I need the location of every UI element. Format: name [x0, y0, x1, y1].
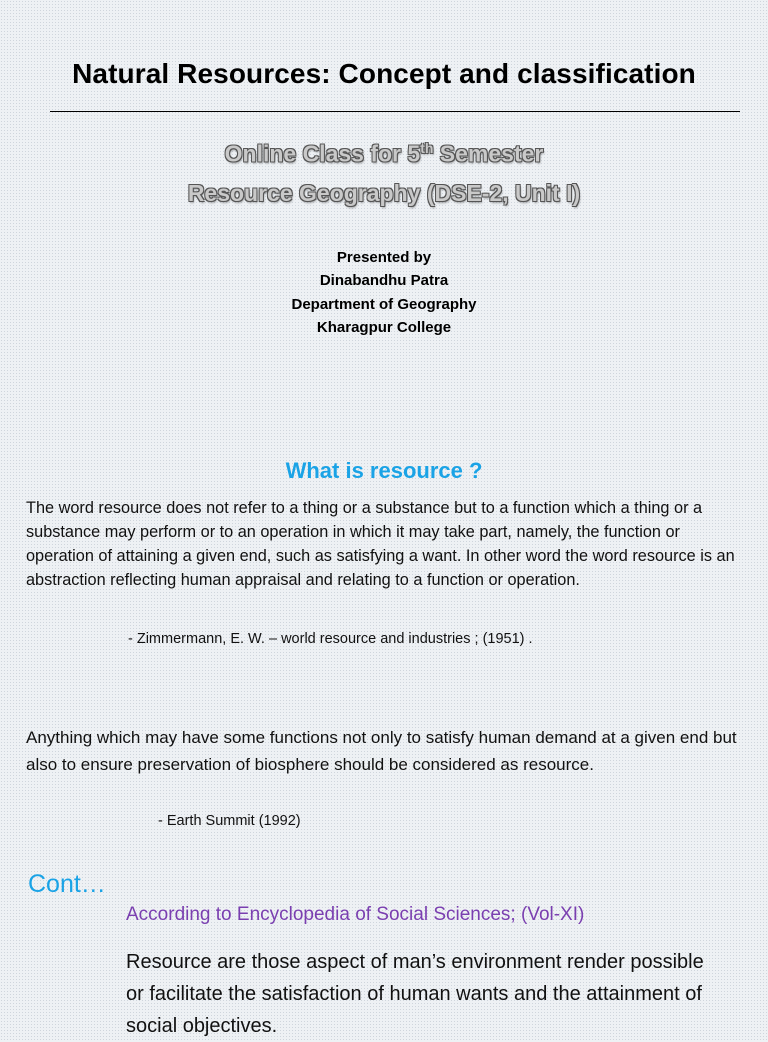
encyclopedia-source: According to Encyclopedia of Social Sciences; (Vol-XI): [126, 904, 585, 925]
continued-heading: Cont…: [28, 870, 106, 898]
course-subtitle-line1: [0, 140, 768, 168]
what-is-resource-heading: What is resource ?: [285, 458, 483, 483]
subtitle-line1-tail: Semester: [433, 140, 544, 167]
slide-title: [0, 0, 768, 440]
title-underline: [50, 111, 740, 112]
earth-summit-citation: - Earth Summit (1992): [158, 813, 301, 829]
subtitle-line1-superscript: th: [420, 140, 434, 156]
presenter-college: Kharagpur College: [316, 319, 452, 336]
presenter-label: Presented by: [336, 249, 432, 266]
slide-title-heading: Natural Resources: Concept and classification: [72, 58, 696, 89]
presenter-department: Department of Geography: [291, 296, 477, 313]
subtitle-line1-text: Online Class for 5: [224, 140, 421, 167]
zimmermann-citation: - Zimmermann, E. W. – world resource and industries ; (1951) .: [128, 631, 533, 647]
presenter-name: Dinabandhu Patra: [319, 272, 449, 289]
course-subtitle-line2: Resource Geography (DSE-2, Unit I): [187, 180, 581, 206]
slide-continued: [0, 860, 768, 1037]
encyclopedia-definition: Resource are those aspect of man’s environment render possible or facilitate the satisfaction of human wants and the attainment of social objectives.: [126, 951, 704, 1037]
slide-what-is-resource: [0, 440, 768, 860]
earth-summit-definition: Anything which may have some functions not only to satisfy human demand at a given end but also to ensure preservation of biosphere should be considered as resource.: [26, 728, 737, 774]
zimmermann-definition: The word resource does not refer to a thing or a substance but to a function which a thing or a substance may perform or to an operation in which it may take part, namely, the function or operation of attaining a given end, such as satisfying a want. In other word the word resource is an abstraction reflecting human appraisal and relating to a function or operation.: [26, 499, 735, 589]
